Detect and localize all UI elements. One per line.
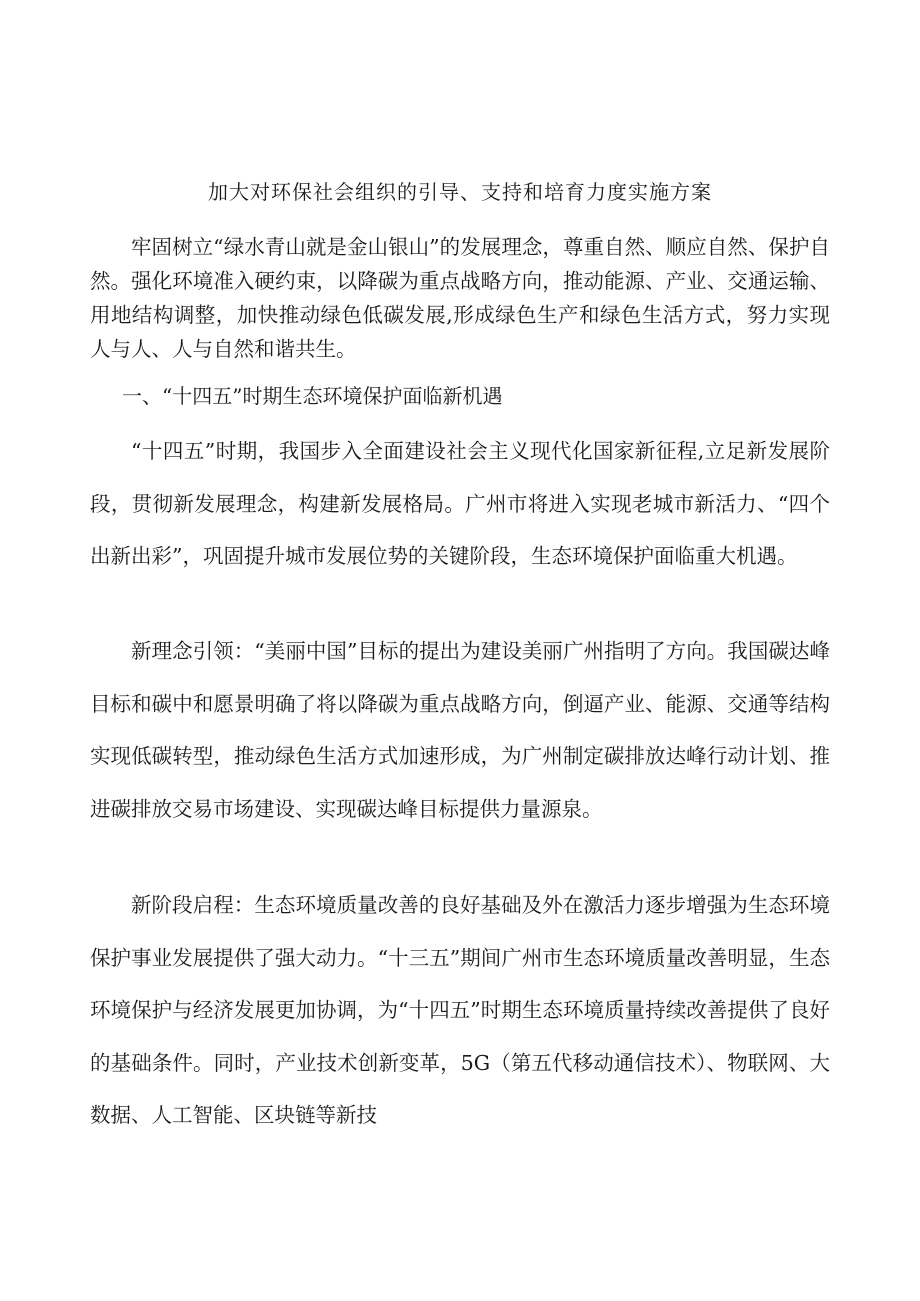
body-paragraph: 新阶段启程：生态环境质量改善的良好基础及外在激活力逐步增强为生态环境保护事业发展提供了强大动力。“十三五”期间广州市生态环境质量改善明显，生态环境保护与经济发展更加协调，为“十四五”时期生态环境质量持续改善提供了良好的基础条件。同时，产业技术创新变革，5G（第五代移动通信技术）、物联网、大数据、人工智能、区块链等新技 (90, 893, 830, 1127)
intro-paragraph: 牢固树立“绿水青山就是金山银山”的发展理念，尊重自然、顺应自然、保护自然。强化环境准入硬约束，以降碳为重点战略方向，推动能源、产业、交通运输、用地结构调整，加快推动绿色低碳发展,形成绿色生产和绿色生活方式，努力实现人与人、人与自然和谐共生。 (90, 235, 830, 361)
document-title: 加大对环保社会组织的引导、支持和培育力度实施方案 (208, 180, 712, 204)
section-heading: 一、“十四五”时期生态环境保护面临新机遇 (122, 384, 503, 408)
body-paragraph: 新理念引领：“美丽中国”目标的提出为建设美丽广州指明了方向。我国碳达峰目标和碳中和愿景明确了将以降碳为重点战略方向，倒逼产业、能源、交通等结构实现低碳转型，推动绿色生活方式加速形成，为广州制定碳排放达峰行动计划、推进碳排放交易市场建设、实现碳达峰目标提供力量源泉。 (90, 639, 830, 821)
body-paragraph: “十四五”时期，我国步入全面建设社会主义现代化国家新征程,立足新发展阶段，贯彻新发展理念，构建新发展格局。广州市将进入实现老城市新活力、“四个出新出彩”，巩固提升城市发展位势的关键阶段，生态环境保护面临重大机遇。 (90, 439, 830, 568)
